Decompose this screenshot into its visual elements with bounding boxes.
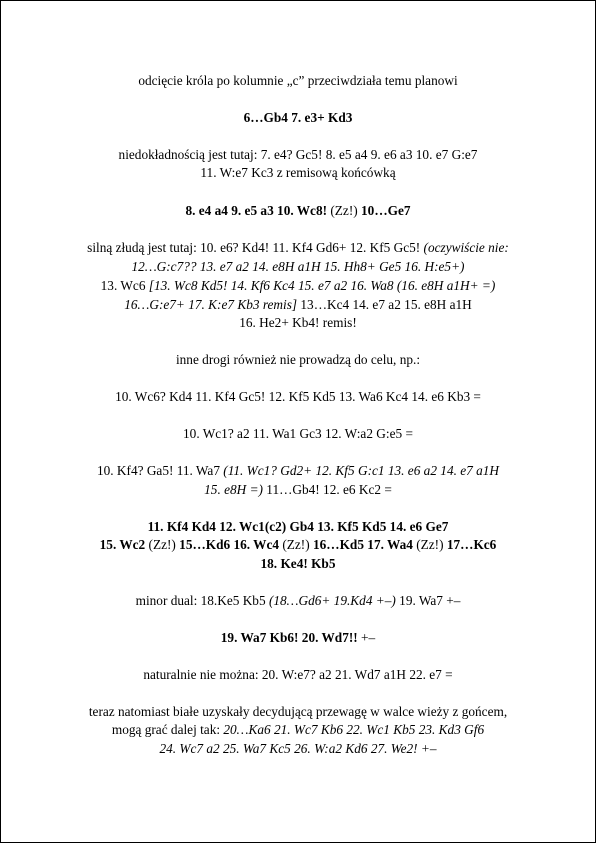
text-line: 11. W:e7 Kc3 z remisową końcówką: [200, 165, 396, 180]
move-line: 19. Wa7 Kb6! 20. Wd7!! +–: [220, 630, 376, 645]
text-line: naturalnie nie można: 20. W:e7? a2 21. Wd7 a1H 22. e7 =: [143, 667, 453, 682]
variation-line: 12…G:c7?? 13. e7 a2 14. e8H a1H 15. Hh8+ Ge5 16. H:e5+): [131, 259, 465, 274]
text-line: silną złudą jest tutaj: 10. e6? Kd4! 11. Kf4 Gd6+ 12. Kf5 Gc5! (oczywiście nie:: [87, 240, 509, 255]
text-line: 10. Wc1? a2 11. Wa1 Gc3 12. W:a2 G:e5 =: [183, 426, 413, 441]
text-line: niedokładnością jest tutaj: 7. e4? Gc5! 8. e5 a4 9. e6 a3 10. e7 G:e7: [118, 147, 478, 162]
move-line: 15. Wc2 (Zz!) 15…Kd6 16. Wc4 (Zz!) 16…Kd5 17. Wa4 (Zz!) 17…Kc6: [99, 537, 497, 552]
variation-line: 24. Wc7 a2 25. Wa7 Kc5 26. W:a2 Kd6 27. We2! +–: [159, 741, 437, 756]
text-line: minor dual: 18.Ke5 Kb5 (18…Gd6+ 19.Kd4 +–) 19. Wa7 +–: [135, 593, 461, 608]
text-line: 10. Kf4? Ga5! 11. Wa7 (11. Wc1? Gd2+ 12. Kf5 G:c1 13. e6 a2 14. e7 a1H: [96, 463, 500, 478]
text-line: odcięcie króla po kolumnie „c” przeciwdziała temu planowi: [138, 73, 458, 88]
text-line: 13. Wc6 [13. Wc8 Kd5! 14. Kf6 Kc4 15. e7 a2 16. Wa8 (16. e8H a1H+ =): [100, 278, 496, 293]
text-line: 16. He2+ Kb4! remis!: [239, 315, 357, 330]
move-line: 8. e4 a4 9. e5 a3 10. Wc8! (Zz!) 10…Ge7: [185, 203, 411, 218]
text-line: teraz natomiast białe uzyskały decydującą przewagę w walce wieży z gońcem,: [88, 704, 508, 719]
text-line: 15. e8H =) 11…Gb4! 12. e6 Kc2 =: [204, 482, 392, 497]
text-line: inne drogi również nie prowadzą do celu, np.:: [175, 352, 421, 367]
move-line: 6…Gb4 7. e3+ Kd3: [243, 110, 353, 125]
text-line: mogą grać dalej tak: 20…Ka6 21. Wc7 Kb6 22. Wc1 Kb5 23. Kd3 Gf6: [111, 722, 485, 737]
text-line: 10. Wc6? Kd4 11. Kf4 Gc5! 12. Kf5 Kd5 13. Wa6 Kc4 14. e6 Kb3 =: [115, 389, 481, 404]
text-line: 16…G:e7+ 17. K:e7 Kb3 remis] 13…Kc4 14. e7 a2 15. e8H a1H: [124, 297, 472, 312]
move-line: 18. Ke4! Kb5: [260, 556, 336, 571]
move-line: 11. Kf4 Kd4 12. Wc1(c2) Gb4 13. Kf5 Kd5 14. e6 Ge7: [147, 519, 449, 534]
